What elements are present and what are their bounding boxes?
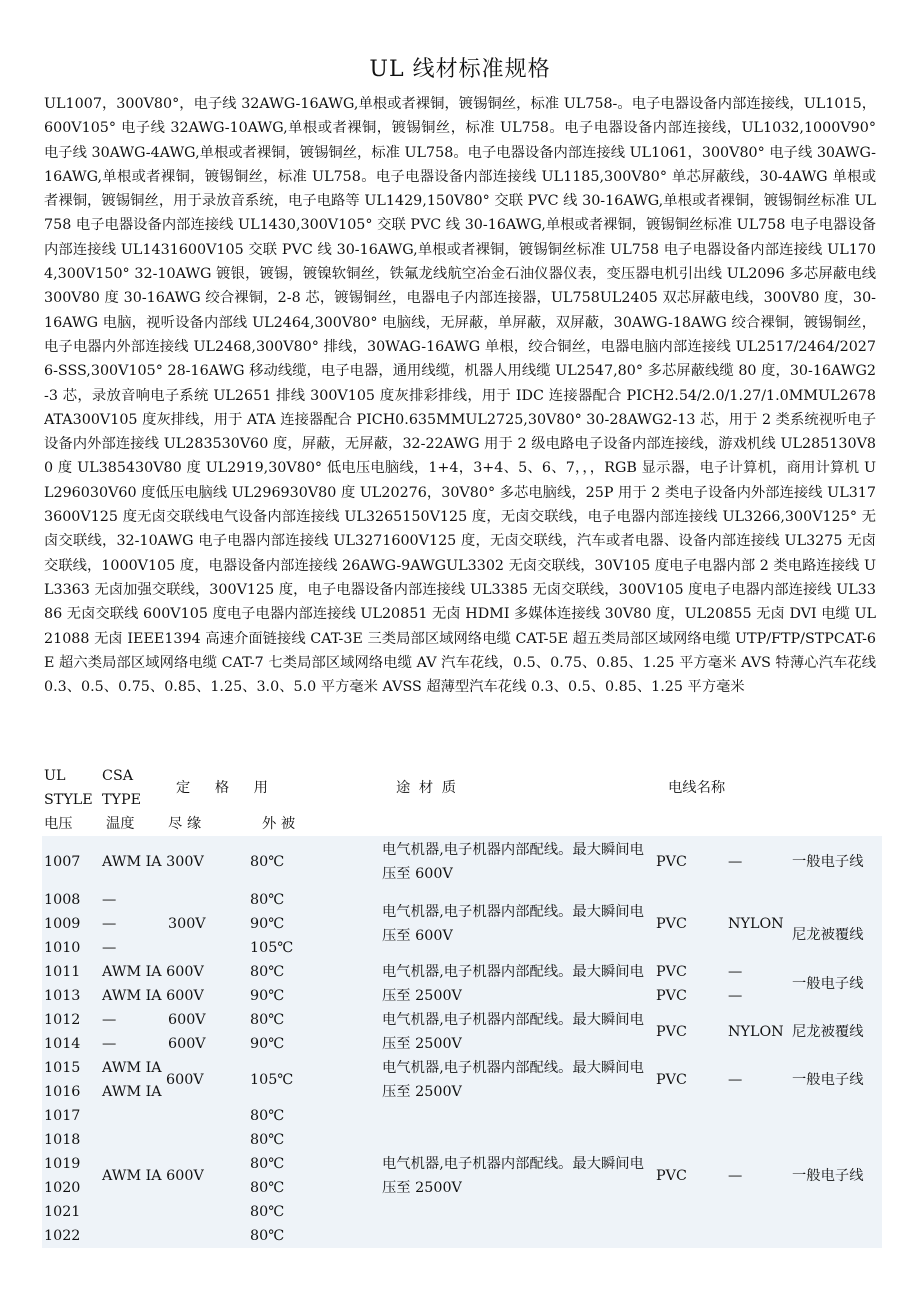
jacket-cell: NYLON [726, 888, 790, 960]
wire-name-cell: 尼龙被覆线 [790, 1008, 882, 1056]
temp-cell: 80℃ [248, 1200, 352, 1224]
ul-style-cell: 1010 [42, 936, 100, 960]
csa-voltage-cell: AWM IA 600V [100, 984, 248, 1008]
csa-cell: — [100, 888, 166, 912]
material-cell: PVC [654, 836, 726, 888]
ul-style-cell: 1018 [42, 1128, 100, 1152]
ul-style-cell: 1015 [42, 1056, 100, 1080]
temp-cell: 105℃ [248, 936, 352, 960]
jacket-cell: — [726, 960, 790, 984]
temp-cell: 80℃ [248, 1104, 352, 1128]
col-ul-style: UL STYLE [42, 764, 100, 812]
ul-style-cell: 1022 [42, 1224, 100, 1248]
usage-cell: 电气机器,电子机器内部配线。最大瞬间电压至 2500V [352, 1056, 654, 1104]
voltage-cell: 600V [166, 1056, 248, 1104]
ul-style-cell: 1012 [42, 1008, 100, 1032]
table-row [42, 1104, 882, 1128]
csa-voltage-cell: AWM IA 600V [100, 960, 248, 984]
ul-style-cell: 1009 [42, 912, 100, 936]
material-cell: PVC [654, 1008, 726, 1056]
material-cell: PVC [654, 888, 726, 960]
ul-style-cell: 1011 [42, 960, 100, 984]
temp-cell: 90℃ [248, 984, 352, 1008]
ul-style-cell: 1013 [42, 984, 100, 1008]
jacket-cell: — [726, 1104, 790, 1248]
csa-cell: — [100, 936, 166, 960]
temp-cell: 80℃ [248, 1224, 352, 1248]
table-header-row [42, 764, 882, 812]
table-row [42, 1056, 882, 1080]
page-title: UL 线材标准规格 [369, 57, 551, 82]
col-usage-material: 途 材 质 [352, 764, 654, 812]
col-insulation: 尽 缘 [166, 812, 248, 836]
csa-cell: AWM IA [100, 1056, 166, 1080]
csa-voltage-cell: AWM IA 300V [100, 836, 248, 888]
csa-cell: — [100, 1032, 166, 1056]
ul-style-cell: 1007 [42, 836, 100, 888]
temp-cell: 90℃ [248, 1032, 352, 1056]
wire-name-cell: 一般电子线 [790, 960, 882, 1008]
voltage-cell: 300V [166, 888, 248, 960]
voltage-cell: 600V [166, 1008, 248, 1032]
usage-cell: 电气机器,电子机器内部配线。最大瞬间电压至 600V [352, 836, 654, 888]
usage-cell: 电气机器,电子机器内部配线。最大瞬间电压至 2500V [352, 1104, 654, 1248]
usage-cell: 电气机器,电子机器内部配线。最大瞬间电压至 600V [352, 888, 654, 960]
spec-table [42, 764, 882, 1248]
table-row [42, 836, 882, 888]
ul-style-cell: 1014 [42, 1032, 100, 1056]
jacket-cell: — [726, 984, 790, 1008]
temp-cell: 105℃ [248, 1056, 352, 1104]
temp-cell: 80℃ [248, 1008, 352, 1032]
csa-cell: — [100, 1008, 166, 1032]
table-row [42, 960, 882, 984]
table-row [42, 1008, 882, 1032]
table-row [42, 888, 882, 912]
col-spec: 定 格 用 [166, 764, 352, 812]
temp-cell: 80℃ [248, 888, 352, 912]
table-subheader-row [42, 812, 882, 836]
temp-cell: 90℃ [248, 912, 352, 936]
ul-style-cell: 1019 [42, 1152, 100, 1176]
temp-cell: 80℃ [248, 1128, 352, 1152]
ul-style-cell: 1017 [42, 1104, 100, 1128]
col-temperature: 温度 [100, 812, 166, 836]
wire-name-cell: 尼龙被覆线 [790, 888, 882, 960]
temp-cell: 80℃ [248, 1152, 352, 1176]
wire-name-cell: 一般电子线 [790, 1104, 882, 1248]
jacket-cell: — [726, 836, 790, 888]
csa-cell: — [100, 912, 166, 936]
ul-style-cell: 1020 [42, 1176, 100, 1200]
jacket-cell: NYLON [726, 1008, 790, 1056]
csa-voltage-cell: AWM IA 600V [100, 1104, 248, 1248]
ul-style-cell: 1021 [42, 1200, 100, 1224]
material-cell: PVC [654, 1104, 726, 1248]
jacket-cell: — [726, 1056, 790, 1104]
body-paragraph: UL1007，300V80°，电子线 32AWG-16AWG,单根或者裸铜，镀锡铜丝，标准 UL758-。电子电器设备内部连接线，UL1015，600V105° 电子线 32AWG-10AWG,单根或者裸铜，镀锡铜丝，标准 UL758。电子电器设备内部连接线，UL1032,1000V90° 电子线 30AWG-4AWG,单根或者裸铜，镀锡铜丝，标准 UL758。电子电器设备内部连接线 UL1061，300V80° 电子线 30AWG-16AWG,单根或者裸铜，镀锡铜丝，标准 UL758。电子电器设备内部连接线 UL1185,300V80° 单芯屏蔽线，30-4AWG 单根或者裸铜，镀锡铜丝，用于录放音系统，电子电路等 UL1429,150V80° 交联 PVC 线 30-16AWG,单根或者裸铜，镀锡铜丝标准 UL758 电子电器设备内部连接线 UL1430,300V105° 交联 PVC 线 30-16AWG,单根或者裸铜，镀锡铜丝标准 UL758 电子电器设备内部连接线 UL1431600V105 交联 PVC 线 30-16AWG,单根或者裸铜，镀锡铜丝标准 UL758 电子电器设备内部连接线 UL1704,300V150° 32-10AWG 镀银，镀锡，镀镍软铜丝，铁氟龙线航空冶金石油仪器仪表，变压器电机引出线 UL2096 多芯屏蔽电线 300V80 度 30-16AWG 绞合裸铜，2-8 芯，镀锡铜丝，电器电子内部连接器，UL758UL2405 双芯屏蔽电线，300V80 度，30-16AWG 电脑，视听设备内部线 UL2464,300V80° 电脑线，无屏蔽，单屏蔽，双屏蔽，30AWG-18AWG 绞合裸铜，镀锡铜丝，电子电器内外部连接线 UL2468,300V80° 排线，30WAG-16AWG 单根，绞合铜丝，电器电脑内部连接线 UL2517/2464/20276-SSS,300V105° 28-16AWG 移动线缆，电子电器，通用线缆，机器人用线缆 UL2547,80° 多芯屏蔽线缆 80 度，30-16AWG2-3 芯，录放音响电子系统 UL2651 排线 300V105 度灰排彩排线，用于 IDC 连接器配合 PICH2.54/2.0/1.27/1.0MMUL2678ATA300V105 度灰排线，用于 ATA 连接器配合 PICH0.635MMUL2725,30V80° 30-28AWG2-13 芯，用于 2 类系统视听电子设备内外部连接线 UL283530V60 度，屏蔽，无屏蔽，32-22AWG 用于 2 级电路电子设备内部连接线，游戏机线 UL285130V80 度 UL385430V80 度 UL2919,30V80° 低电压电脑线，1+4，3+4、5、6、7，，，RGB 显示器，电子计算机，商用计算机 UL296030V60 度低压电脑线 UL296930V80 度 UL20276，30V80° 多芯电脑线，25P 用于 2 类电子设备内外部连接线 UL3173600V125 度无卤交联线电气设备内部连接线 UL3265150V125 度，无卤交联线，电子电器内部连接线 UL3266,300V125° 无卤交联线，32-10AWG 电子电器内部连接线 UL3271600V125 度，无卤交联线，汽车或者电器、设备内部连接线 UL3275 无卤交联线，1000V105 度，电器设备内部连接线 26AWG-9AWGUL3302 无卤交联线，30V105 度电子电器内部 2 类电路连接线 UL3363 无卤加强交联线，300V125 度，电子电器设备内部连接线 UL3385 无卤交联线，300V105 度电子电器内部连接线 UL3386 无卤交联线 600V105 度电子电器内部连接线 UL20851 无卤 HDMI 多媒体连接线 30V80 度，UL20855 无卤 DVI 电缆 UL21088 无卤 IEEE1394 高速介面链接线 CAT-3E 三类局部区域网络电缆 CAT-5E 超五类局部区域网络电缆 UTP/FTP/STPCAT-6E 超六类局部区域网络电缆 CAT-7 七类局部区域网络电缆 AV 汽车花线，0.5、0.75、0.85、1.25 平方毫米 AVS 特薄心汽车花线 0.3、0.5、0.75、0.85、1.25、3.0、5.0 平方毫米 AVSS 超薄型汽车花线 0.3、0.5、0.85、1.25 平方毫米 [44, 96, 876, 696]
temp-cell: 80℃ [248, 960, 352, 984]
temp-cell: 80℃ [248, 836, 352, 888]
temp-cell: 80℃ [248, 1176, 352, 1200]
col-csa-type: CSA TYPE [100, 764, 166, 812]
material-cell: PVC [654, 984, 726, 1008]
wire-name-cell: 一般电子线 [790, 836, 882, 888]
material-cell: PVC [654, 960, 726, 984]
ul-style-cell: 1008 [42, 888, 100, 912]
usage-cell: 电气机器,电子机器内部配线。最大瞬间电压至 2500V [352, 960, 654, 1008]
usage-cell: 电气机器,电子机器内部配线。最大瞬间电压至 2500V [352, 1008, 654, 1056]
material-cell: PVC [654, 1056, 726, 1104]
voltage-cell: 600V [166, 1032, 248, 1056]
wire-name-cell: 一般电子线 [790, 1056, 882, 1104]
col-voltage: 电压 [42, 812, 100, 836]
ul-style-cell: 1016 [42, 1080, 100, 1104]
col-wire-name: 电线名称 [654, 764, 790, 812]
col-jacket: 外 被 [248, 812, 352, 836]
csa-cell: AWM IA [100, 1080, 166, 1104]
